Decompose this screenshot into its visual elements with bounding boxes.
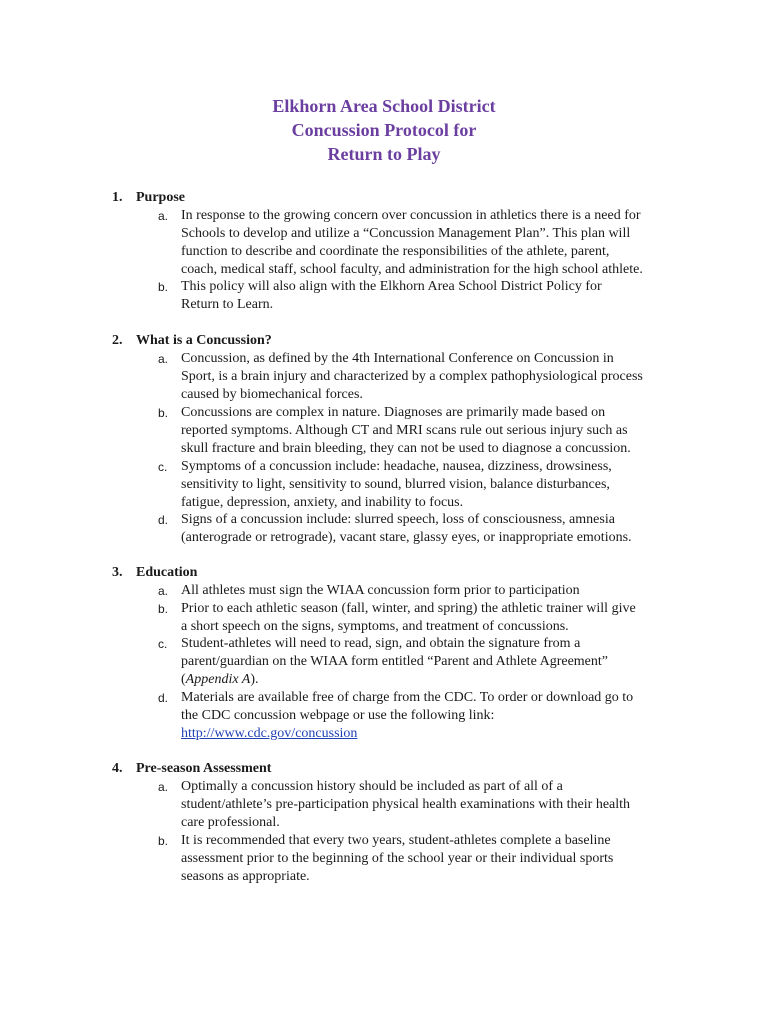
document-title <box>0 94 768 166</box>
item-line: It is recommended that every two years, student-athletes complete a baseline <box>181 833 611 848</box>
section-title: Education <box>136 565 198 580</box>
section-2-heading <box>112 332 272 350</box>
item-letter: c. <box>158 637 168 651</box>
item-line: Schools to develop and utilize a “Concussion Management Plan”. This plan will <box>181 226 631 241</box>
item-line: Signs of a concussion include: slurred speech, loss of consciousness, amnesia <box>181 512 615 527</box>
item-line: reported symptoms. Although CT and MRI scans rule out serious injury such as <box>181 423 628 438</box>
appendix-close: ). <box>250 672 259 687</box>
item-line: the CDC concussion webpage or use the following link: <box>181 708 495 723</box>
item-letter: d. <box>158 513 169 527</box>
title-line-1: Elkhorn Area School District <box>272 96 496 116</box>
item-line: function to describe and coordinate the responsibilities of the athlete, parent, <box>181 244 610 259</box>
item-line: seasons as appropriate. <box>181 869 310 884</box>
item-line <box>181 671 691 689</box>
section-number: 1. <box>112 190 123 205</box>
item-line: Sport, is a brain injury and characterized by a complex pathophysiological process <box>181 369 643 384</box>
item-line: care professional. <box>181 815 280 830</box>
section-number: 4. <box>112 761 123 776</box>
item-line: coach, medical staff, school faculty, and administration for the high school athlete. <box>181 262 643 277</box>
item-line: In response to the growing concern over concussion in athletics there is a need for <box>181 208 641 223</box>
appendix-open: ( <box>181 672 186 687</box>
item-line: fatigue, depression, anxiety, and inability to focus. <box>181 495 464 510</box>
item-line: Concussions are complex in nature. Diagnoses are primarily made based on <box>181 405 606 420</box>
section-number: 2. <box>112 333 123 348</box>
item-letter: a. <box>158 584 169 598</box>
item-line: a short speech on the signs, symptoms, and treatment of concussions. <box>181 619 569 634</box>
item-line: caused by biomechanical forces. <box>181 387 363 402</box>
item-line: This policy will also align with the Elkhorn Area School District Policy for <box>181 279 602 294</box>
item-line: Student-athletes will need to read, sign, and obtain the signature from a <box>181 636 581 651</box>
item-line: (anterograde or retrograde), vacant stare, glassy eyes, or inappropriate emotions. <box>181 530 632 545</box>
item-line: parent/guardian on the WIAA form entitled “Parent and Athlete Agreement” <box>181 654 608 669</box>
item-letter: a. <box>158 352 169 366</box>
item-letter: a. <box>158 209 169 223</box>
item-letter: b. <box>158 834 169 848</box>
item-line: student/athlete’s pre-participation physical health examinations with their health <box>181 797 631 812</box>
section-1-heading <box>112 189 185 207</box>
item-line: Optimally a concussion history should be included as part of all of a <box>181 779 563 794</box>
item-line: Concussion, as defined by the 4th International Conference on Concussion in <box>181 351 614 366</box>
item-line: All athletes must sign the WIAA concussion form prior to participation <box>181 583 580 598</box>
title-line-2: Concussion Protocol for <box>291 120 477 140</box>
item-letter: c. <box>158 460 168 474</box>
item-line: Return to Learn. <box>181 297 274 312</box>
item-letter: b. <box>158 602 169 616</box>
item-line: sensitivity to light, sensitivity to sound, blurred vision, balance disturbances, <box>181 477 610 492</box>
section-3-heading <box>112 564 197 582</box>
section-number: 3. <box>112 565 123 580</box>
section-4-heading <box>112 760 271 778</box>
title-line-3: Return to Play <box>327 144 441 164</box>
item-line: Prior to each athletic season (fall, winter, and spring) the athletic trainer will give <box>181 601 636 616</box>
appendix-reference: Appendix A <box>185 672 251 687</box>
item-letter: b. <box>158 280 169 294</box>
section-title: Pre-season Assessment <box>136 761 272 776</box>
section-title: What is a Concussion? <box>136 333 272 348</box>
item-line: assessment prior to the beginning of the school year or their individual sports <box>181 851 614 866</box>
item-line: Materials are available free of charge from the CDC. To order or download go to <box>181 690 634 705</box>
item-letter: a. <box>158 780 169 794</box>
item-line: Symptoms of a concussion include: headache, nausea, dizziness, drowsiness, <box>181 459 612 474</box>
item-letter: d. <box>158 691 169 705</box>
item-letter: b. <box>158 406 169 420</box>
section-title: Purpose <box>136 190 185 205</box>
cdc-concussion-link[interactable]: http://www.cdc.gov/concussion <box>181 726 358 741</box>
item-line: skull fracture and brain bleeding, they can not be used to diagnose a concussion. <box>181 441 631 456</box>
